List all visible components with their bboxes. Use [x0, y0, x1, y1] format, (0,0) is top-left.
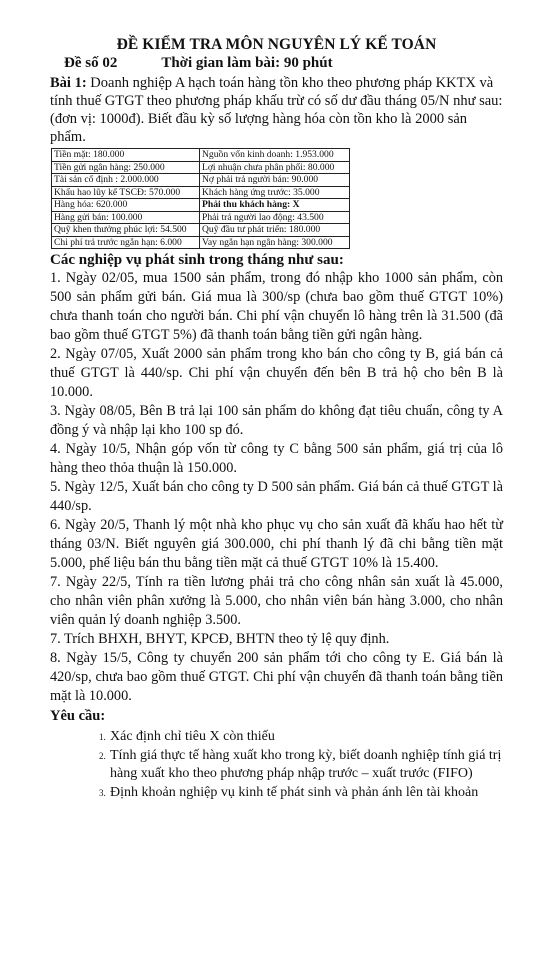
balance-right-cell: Vay ngắn hạn ngân hàng: 300.000	[200, 236, 350, 249]
operation-item: 1. Ngày 02/05, mua 1500 sản phẩm, trong đó nhập kho 1000 sản phẩm, còn 500 sản phẩm gửi bán. Giá mua là 300/sp (chưa bao gồm thuế GTGT 10%) chưa thanh toán cho người bán. Chi phí vận chuyển lô hàng trên là 31.500 (đã bao gồm thuế GTGT 5%) đã thanh toán bằng tiền gửi ngân hàng.	[50, 270, 503, 343]
operation-item: 5. Ngày 12/5, Xuất bán cho công ty D 500 sản phẩm. Giá bán cả thuế GTGT là 440/sp.	[50, 479, 503, 514]
operation-item: 4. Ngày 10/5, Nhận góp vốn từ công ty C bằng 500 sản phẩm, giá trị của lô hàng theo thỏa thuận là 150.000.	[50, 441, 503, 476]
operation-item: 7. Trích BHXH, BHYT, KPCĐ, BHTN theo tỷ lệ quy định.	[50, 631, 390, 647]
balance-left-cell: Hàng gửi bán: 100.000	[52, 211, 200, 224]
operation-item: 2. Ngày 07/05, Xuất 2000 sản phẩm trong kho bán cho công ty B, giá bán cả thuế GTGT là 440/sp. Chi phí vận chuyển đến bên B trả hộ cho bên B là 10.000.	[50, 346, 503, 400]
page-title: ĐỀ KIỂM TRA MÔN NGUYÊN LÝ KẾ TOÁN	[116, 36, 437, 53]
exercise-intro	[50, 74, 503, 146]
requirement-item: 3. Định khoản nghiệp vụ kinh tế phát sinh và phản ánh lên tài khoản	[108, 784, 503, 803]
balance-left-cell: Tài sản cố định : 2.000.000	[52, 174, 200, 187]
balance-right-cell: Phải trả người lao động: 43.500	[200, 211, 350, 224]
balance-left-cell: Quỹ khen thưởng phúc lợi: 54.500	[52, 224, 200, 237]
balance-right-cell: Phải thu khách hàng: X	[200, 199, 350, 212]
balance-left-cell: Chi phí trả trước ngắn hạn: 6.000	[52, 236, 200, 249]
exam-subtitle	[50, 55, 503, 72]
time-limit: Thời gian làm bài: 90 phút	[161, 55, 333, 71]
operations-list	[50, 269, 503, 706]
balance-left-cell: Tiền mặt: 180.000	[52, 149, 200, 162]
balance-right-cell: Nợ phải trả người bán: 90.000	[200, 174, 350, 187]
balance-right-cell: Quỹ đầu tư phát triển: 180.000	[200, 224, 350, 237]
operation-item: 8. Ngày 15/5, Công ty chuyển 200 sản phẩm tới cho công ty E. Giá bán là 420/sp, chưa bao gồm thuế GTGT. Chi phí vận chuyển đã thanh toán bằng tiền mặt là 10.000.	[50, 650, 503, 704]
requirements-heading: Yêu cầu:	[50, 708, 106, 724]
requirement-item: 1. Xác định chỉ tiêu X còn thiếu	[108, 728, 503, 747]
balance-left-cell: Khấu hao lũy kế TSCĐ: 570.000	[52, 186, 200, 199]
operation-item: 3. Ngày 08/05, Bên B trả lại 100 sản phẩm do không đạt tiêu chuẩn, công ty A đồng ý và nhập lại kho 100 sp đó.	[50, 403, 503, 438]
balance-left-cell: Tiền gửi ngân hàng: 250.000	[52, 161, 200, 174]
balance-right-cell: Nguồn vốn kinh doanh: 1.953.000	[200, 149, 350, 162]
balance-row	[52, 236, 350, 249]
balance-right-cell: Khách hàng ứng trước: 35.000	[200, 186, 350, 199]
balance-row	[52, 224, 350, 237]
requirements-list	[50, 728, 503, 802]
balance-row	[52, 211, 350, 224]
operations-heading: Các nghiệp vụ phát sinh trong tháng như sau:	[50, 252, 344, 268]
exercise-label: Bài 1:	[50, 75, 87, 91]
balance-row	[52, 161, 350, 174]
balance-row	[52, 199, 350, 212]
balance-row	[52, 174, 350, 187]
balance-row	[52, 186, 350, 199]
operation-item: 7. Ngày 22/5, Tính ra tiền lương phải trả cho công nhân sản xuất là 45.000, cho nhân viên phân xưởng là 5.000, cho nhân viên bán hàng 3.000, cho nhân viên quản lý doanh nghiệp 3.500.	[50, 574, 503, 628]
operation-item: 6. Ngày 20/5, Thanh lý một nhà kho phục vụ cho sản xuất đã khấu hao hết từ tháng 03/N. Biết nguyên giá 300.000, chi phí thanh lý đã chi bằng tiền mặt 5.000, phế liệu bán thu bằng tiền mặt cả thuế GTGT 10% là 15.400.	[50, 517, 503, 571]
balance-row	[52, 149, 350, 162]
opening-balance-table	[51, 148, 350, 249]
exercise-intro-text: Doanh nghiệp A hạch toán hàng tồn kho theo phương pháp KKTX và tính thuế GTGT theo phương pháp khấu trừ có số dư đầu tháng 05/N như sau: (đơn vị: 1000đ). Biết đầu kỳ số lượng hàng hóa còn tồn kho là 2000 sản phẩm.	[50, 75, 503, 145]
requirement-item: 2. Tính giá thực tế hàng xuất kho trong kỳ, biết doanh nghiệp tính giá trị hàng xuất kho theo phương pháp nhập trước – xuất trước (FIFO)	[108, 747, 503, 784]
balance-right-cell: Lợi nhuận chưa phân phối: 80.000	[200, 161, 350, 174]
exam-code: Đề số 02	[64, 55, 118, 71]
balance-left-cell: Hàng hóa: 620.000	[52, 199, 200, 212]
